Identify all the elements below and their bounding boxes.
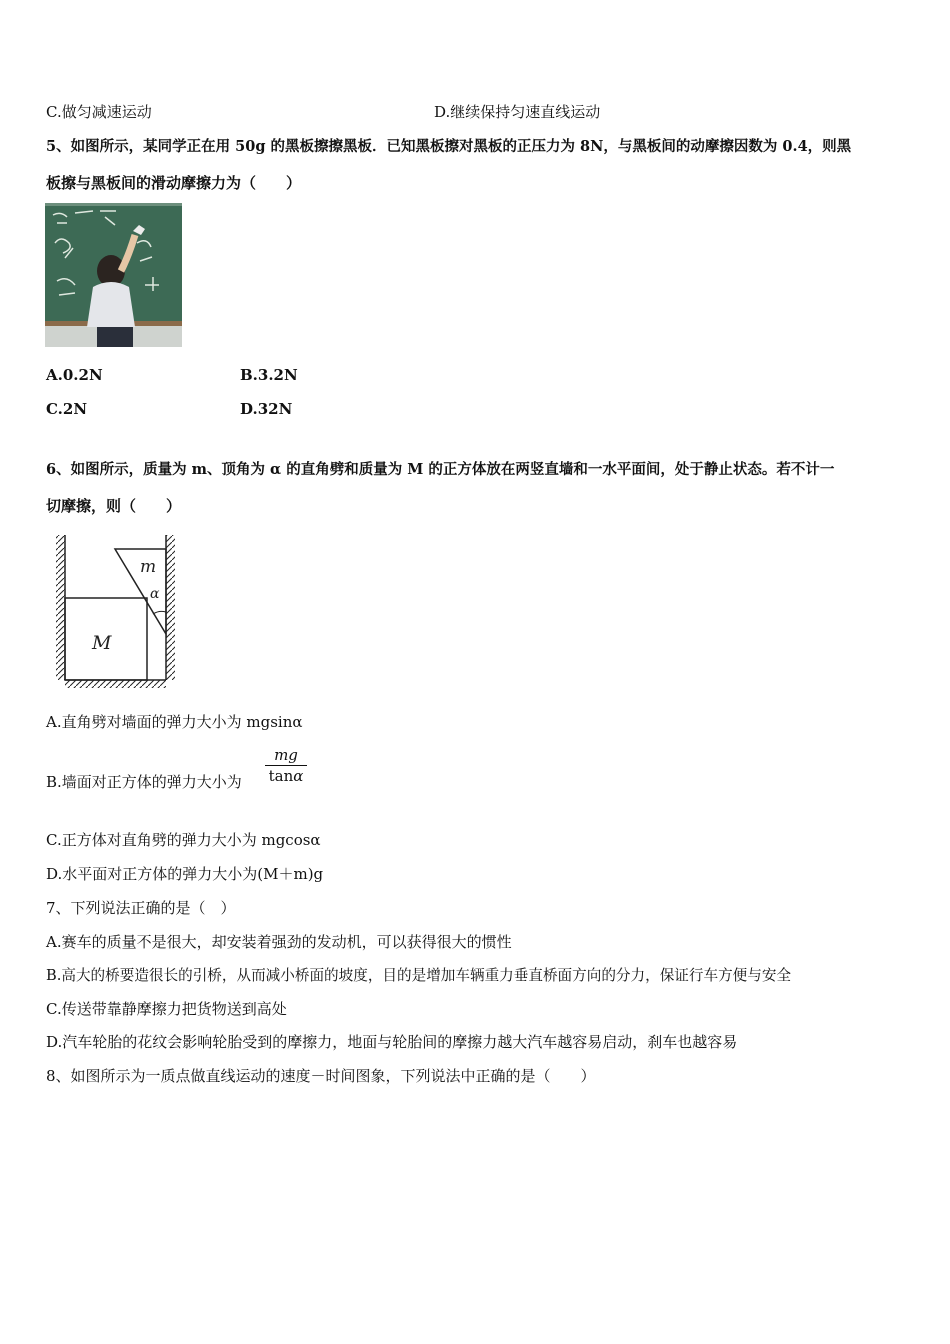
tan-function: tan: [268, 767, 294, 785]
q6-label-m: m: [140, 557, 157, 577]
q7-option-b: B.高大的桥要造很长的引桥，从而减小桥面的坡度，目的是增加车辆重力垂直桥面方向的分力，保证行车方便与安全: [46, 967, 792, 984]
q6-stem-line1: 6、如图所示，质量为 m、顶角为 α 的直角劈和质量为 M 的正方体放在两竖直墙和一水平面间，处于静止状态。若不计一: [46, 461, 835, 478]
q6-label-alpha: α: [150, 586, 160, 602]
q6-option-a: A.直角劈对墙面的弹力大小为 mgsinα: [46, 713, 303, 731]
q5-option-c: C.2N: [46, 400, 88, 418]
alpha-symbol: α: [293, 767, 304, 785]
q6-option-b-fraction: [265, 746, 307, 785]
q6-option-b-numerator: mg: [274, 746, 298, 764]
q6-option-b-prefix: B.墙面对正方体的弹力大小为: [46, 773, 242, 791]
q6-stem-line2: 切摩擦，则（ ）: [46, 497, 182, 515]
q6-label-M: M: [92, 632, 112, 654]
q4-option-d: D.继续保持匀速直线运动: [434, 103, 601, 121]
q6-wedge-cube-diagram: [52, 530, 182, 690]
q6-option-c: C.正方体对直角劈的弹力大小为 mgcosα: [46, 831, 321, 849]
q5-option-a: A.0.2N: [46, 366, 103, 384]
q8-stem: 8、如图所示为一质点做直线运动的速度－时间图象，下列说法中正确的是（ ）: [46, 1067, 596, 1085]
q6-option-b-denominator: [265, 767, 307, 785]
q7-option-c: C.传送带靠静摩擦力把货物送到高处: [46, 1000, 287, 1018]
q6-option-d: D.水平面对正方体的弹力大小为(M＋m)g: [46, 865, 324, 883]
q5-stem-line2: 板擦与黑板间的滑动摩擦力为（ ）: [46, 174, 302, 192]
fraction-bar: [265, 765, 307, 766]
q7-option-a: A.赛车的质量不是很大，却安装着强劲的发动机，可以获得很大的惯性: [46, 933, 512, 951]
q5-option-b: B.3.2N: [240, 366, 298, 384]
q5-option-d: D.32N: [240, 400, 293, 418]
q7-stem: 7、下列说法正确的是（ ）: [46, 899, 236, 917]
q4-option-c: C.做匀减速运动: [46, 103, 152, 121]
q5-chalkboard-photo: [45, 203, 182, 347]
q5-stem-line1: 5、如图所示，某同学正在用 50g 的黑板擦擦黑板．已知黑板擦对黑板的正压力为 8N，与黑板间的动摩擦因数为 0.4，则黑: [46, 138, 852, 155]
q7-option-d: D.汽车轮胎的花纹会影响轮胎受到的摩擦力，地面与轮胎间的摩擦力越大汽车越容易启动，刹车也越容易: [46, 1033, 738, 1051]
